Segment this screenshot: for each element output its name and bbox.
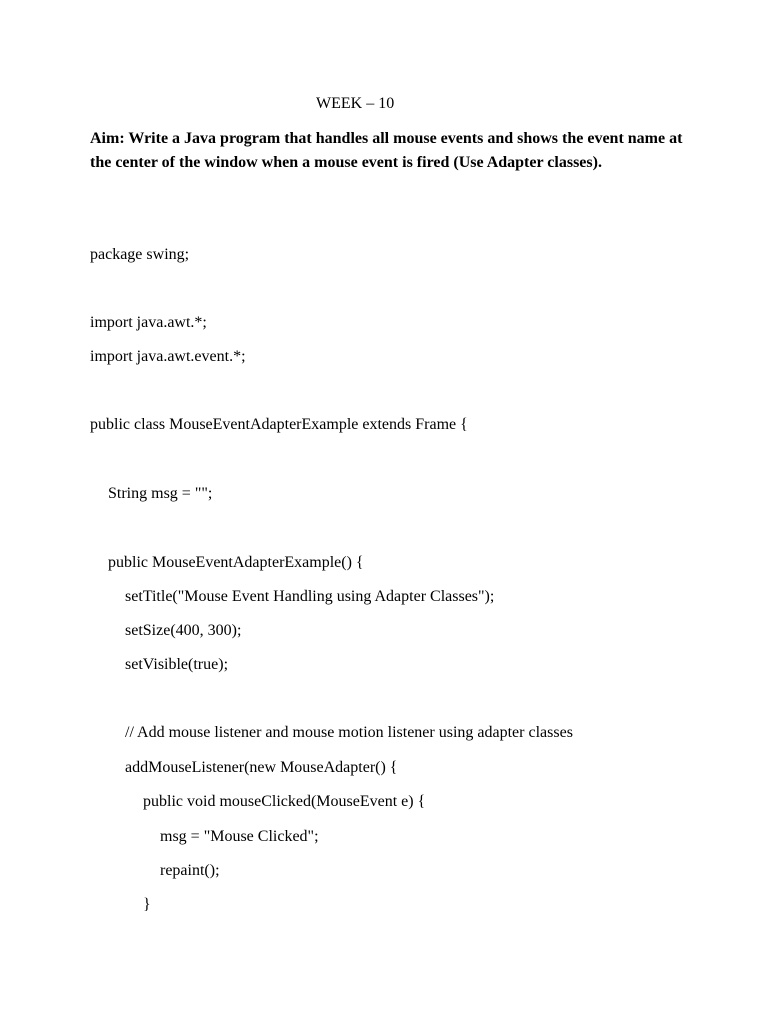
code-line-import-awt: import java.awt.*;: [90, 314, 207, 331]
code-line-repaint: repaint();: [160, 862, 220, 879]
code-line-class-declaration: public class MouseEventAdapterExample extends Frame {: [90, 416, 468, 433]
code-line-set-size: setSize(400, 300);: [125, 622, 242, 639]
code-line-set-title: setTitle("Mouse Event Handling using Adapter Classes");: [125, 588, 495, 605]
code-line-comment: // Add mouse listener and mouse motion listener using adapter classes: [125, 724, 573, 741]
code-line-constructor: public MouseEventAdapterExample() {: [108, 554, 364, 571]
code-line-set-visible: setVisible(true);: [125, 656, 229, 673]
page-title: WEEK – 10: [316, 95, 395, 112]
code-line-closing-brace: }: [143, 896, 151, 913]
code-line-msg-assign: msg = "Mouse Clicked";: [160, 828, 319, 845]
aim-statement: Aim: Write a Java program that handles all mouse events and shows the event name at the center of the window when a mouse event is fired (Use Adapter classes).: [90, 130, 683, 171]
code-line-import-awt-event: import java.awt.event.*;: [90, 348, 246, 365]
code-line-msg-field: String msg = "";: [108, 485, 213, 502]
code-line-add-mouse-listener: addMouseListener(new MouseAdapter() {: [125, 759, 398, 776]
code-line-mouse-clicked: public void mouseClicked(MouseEvent e) {: [143, 793, 426, 810]
code-line-package: package swing;: [90, 246, 190, 263]
